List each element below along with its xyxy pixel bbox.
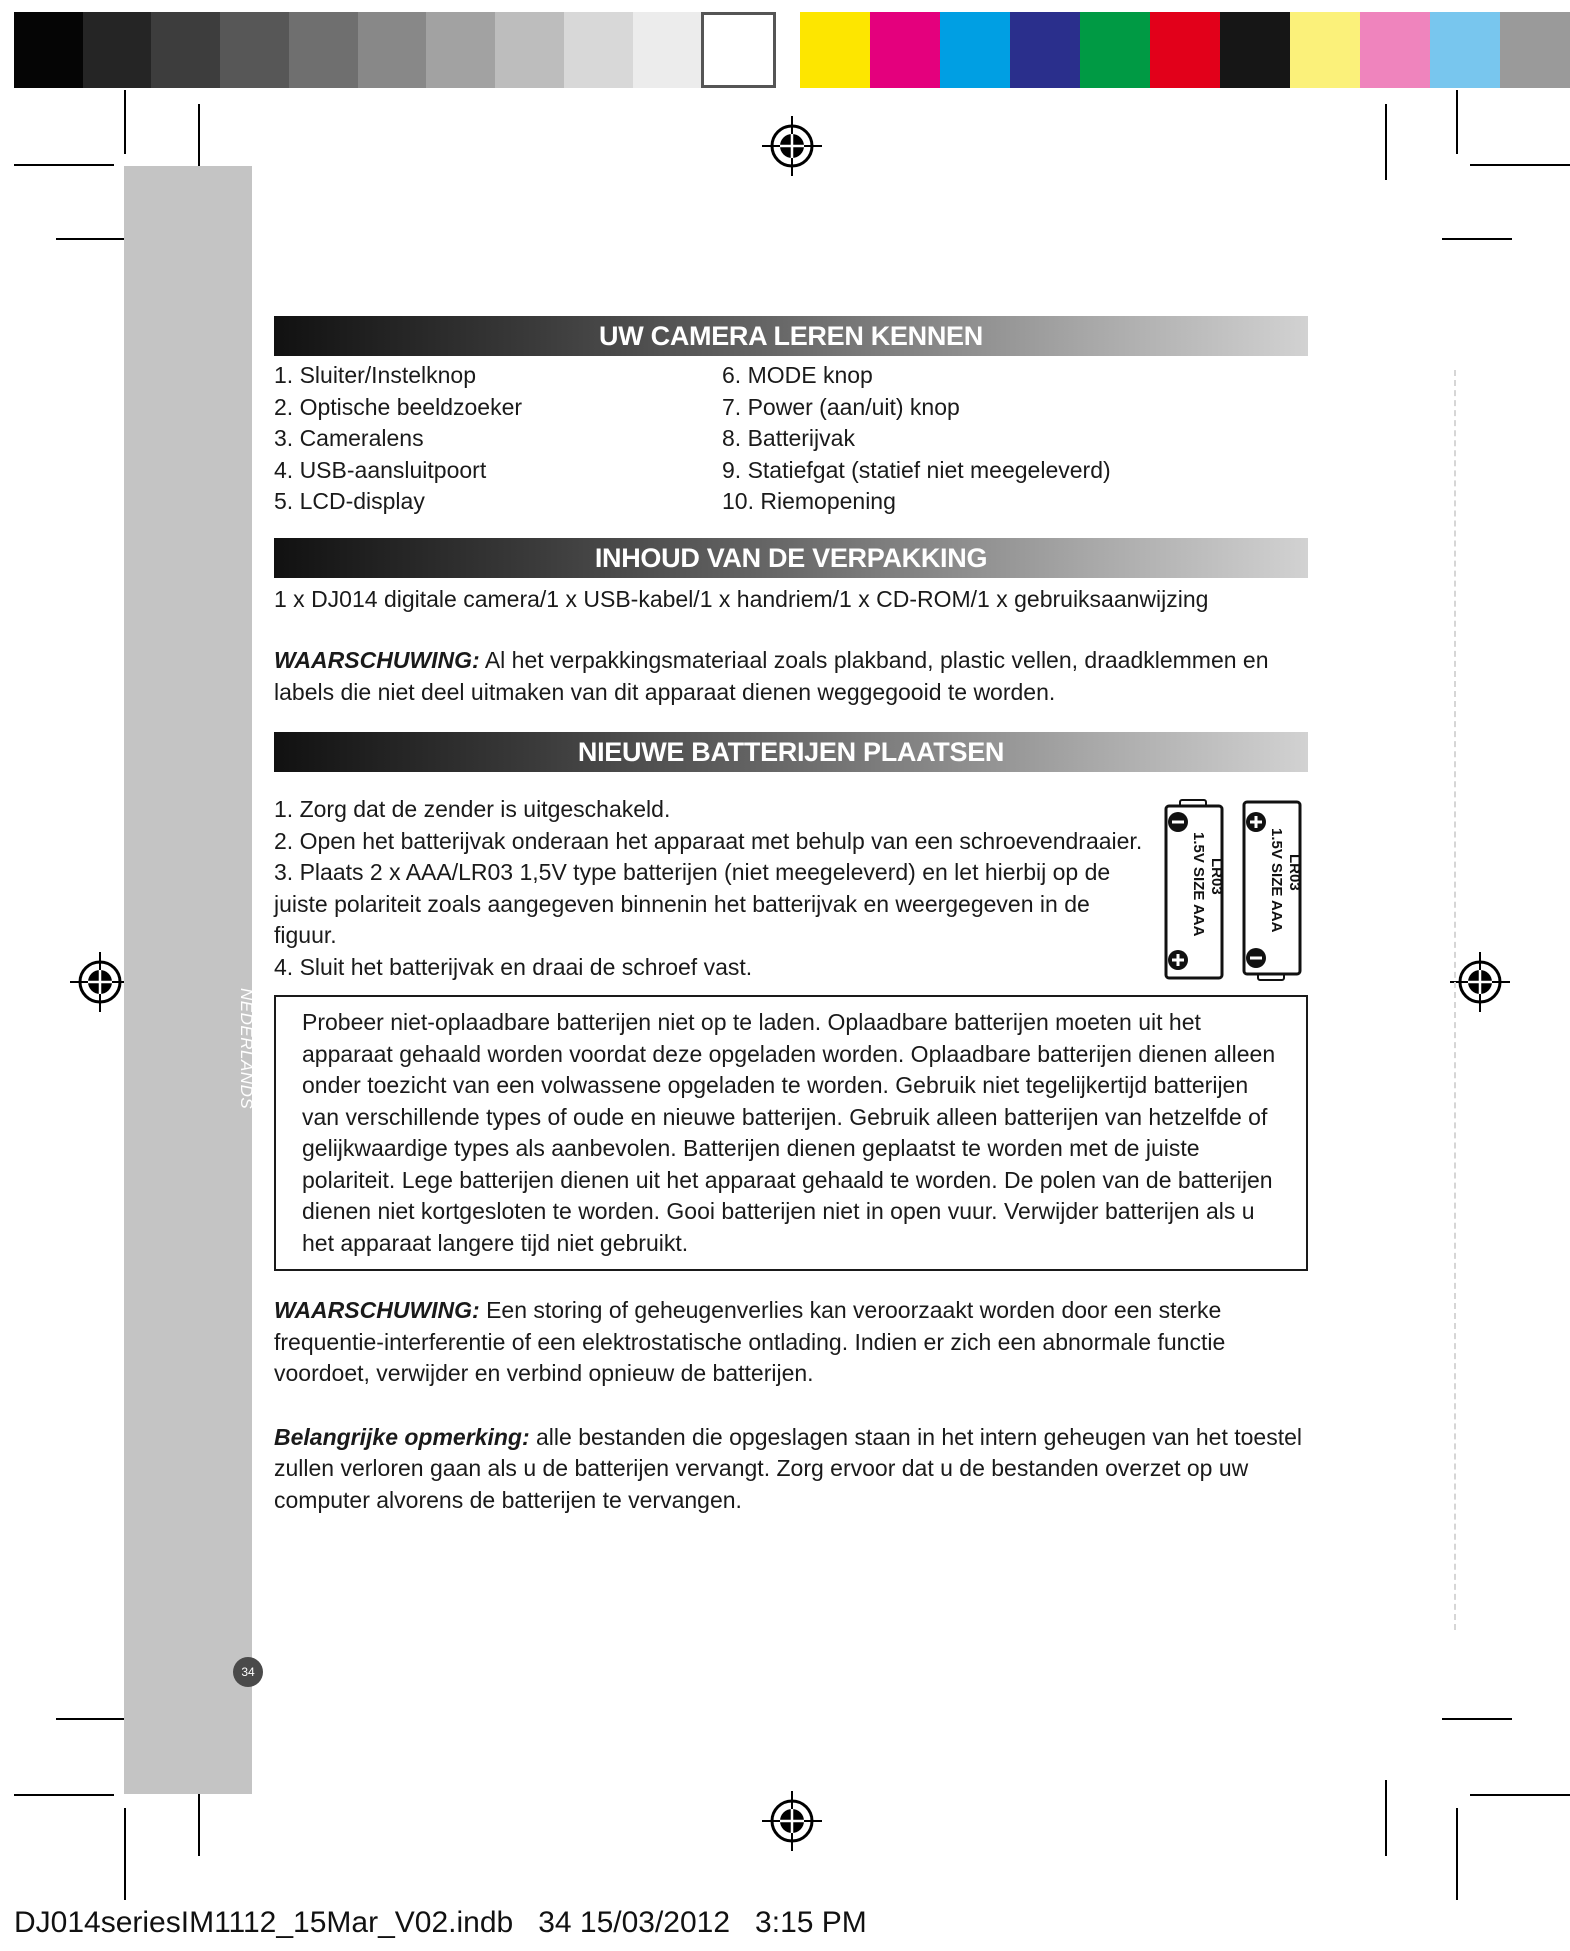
color-swatch xyxy=(151,12,220,88)
color-swatch xyxy=(1220,12,1290,88)
color-swatch xyxy=(1290,12,1360,88)
color-swatch xyxy=(83,12,152,88)
list-item: 7. Power (aan/uit) knop xyxy=(722,393,960,420)
section-header-camera: UW CAMERA LEREN KENNEN xyxy=(274,316,1308,356)
list-item: 8. Batterijvak xyxy=(722,425,855,451)
battery-right xyxy=(1244,802,1303,980)
language-label: NEDERLANDS xyxy=(237,988,256,1110)
grayscale-calibration-bar xyxy=(14,12,776,88)
parts-column-left xyxy=(274,360,722,518)
registration-mark-icon xyxy=(68,950,132,1014)
battery-label: 1.5V SIZE AAA xyxy=(1190,832,1207,937)
list-item: 1. Zorg dat de zender is uitgeschakeld. xyxy=(274,796,671,822)
crop-mark xyxy=(1456,90,1458,154)
crop-mark xyxy=(1470,164,1570,166)
list-item: 1. Sluiter/Instelknop xyxy=(274,362,477,388)
section-header-batteries: NIEUWE BATTERIJEN PLAATSEN xyxy=(274,732,1308,772)
list-item: 2. Open het batterijvak onderaan het apparaat met behulp van een schroevendraaier. xyxy=(274,827,1143,854)
page-number-badge: 34 xyxy=(233,1657,263,1687)
battery-install-section xyxy=(274,794,1308,983)
battery-label: LR03 xyxy=(1286,854,1303,891)
list-item: 5. LCD-display xyxy=(274,488,425,514)
registration-mark-icon xyxy=(760,114,824,178)
warning-text: Al het verpakkingsmateriaal zoals plakband, plastic vellen, draadklemmen en labels die niet deel uitmaken van dit apparaat dienen weggegooid te worden. xyxy=(274,647,1269,705)
crop-mark xyxy=(14,164,114,166)
package-contents-text: 1 x DJ014 digitale camera/1 x USB-kabel/1 x handriem/1 x CD-ROM/1 x gebruiksaanwijzing xyxy=(274,585,1209,612)
crop-mark xyxy=(56,238,126,240)
important-note xyxy=(274,1422,1308,1517)
guide-line xyxy=(1454,370,1456,1630)
list-item: 3. Cameralens xyxy=(274,425,424,451)
color-swatch xyxy=(1500,12,1570,88)
list-item: 2. Optische beeldzoeker xyxy=(274,393,523,420)
crop-mark xyxy=(56,1718,126,1720)
battery-polarity-figure xyxy=(1158,798,1308,982)
battery-label: LR03 xyxy=(1208,858,1225,895)
crop-mark xyxy=(1442,1718,1512,1720)
color-swatch xyxy=(870,12,940,88)
battery-steps xyxy=(274,794,1154,983)
registration-mark-icon xyxy=(1448,950,1512,1014)
crop-mark xyxy=(1385,1780,1387,1856)
print-slug: DJ014seriesIM1112_15Mar_V02.indb 34 15/03/2012 3:15 PM xyxy=(14,1906,867,1939)
crop-mark xyxy=(1470,1794,1570,1796)
registration-mark-icon xyxy=(760,1789,824,1853)
color-swatch xyxy=(633,12,702,88)
color-swatch xyxy=(358,12,427,88)
language-sidebar xyxy=(124,166,252,1794)
color-swatch xyxy=(220,12,289,88)
color-calibration-bar xyxy=(800,12,1570,88)
color-swatch xyxy=(1430,12,1500,88)
crop-mark xyxy=(1442,238,1512,240)
section-header-contents: INHOUD VAN DE VERPAKKING xyxy=(274,538,1308,578)
color-swatch xyxy=(14,12,83,88)
parts-column-right xyxy=(722,360,1111,518)
crop-mark xyxy=(14,1794,114,1796)
list-item: 3. Plaats 2 x AAA/LR03 1,5V type batterijen (niet meegeleverd) en let hierbij op de juiste polariteit zoals aangegeven binnenin het batterijvak en weergegeven in de figuur. xyxy=(274,859,1111,948)
warning-text: Een storing of geheugenverlies kan veroorzaakt worden door een sterke frequentie-interferentie of een elektrostatische ontlading. Indien er zich een abnormale functie voordoet, verwijder en verbind opnieuw de batterijen. xyxy=(274,1297,1226,1386)
color-swatch xyxy=(1360,12,1430,88)
color-swatch xyxy=(495,12,564,88)
battery-label: 1.5V SIZE AAA xyxy=(1268,828,1285,933)
crop-mark xyxy=(124,1808,126,1900)
warning-label: WAARSCHUWING: xyxy=(274,1297,480,1323)
color-swatch xyxy=(701,12,776,88)
packaging-warning xyxy=(274,645,1308,708)
color-swatch xyxy=(289,12,358,88)
main-content xyxy=(274,316,1308,1516)
list-item: 4. Sluit het batterijvak en draai de schroef vast. xyxy=(274,953,753,980)
interference-warning xyxy=(274,1295,1308,1390)
color-swatch xyxy=(1010,12,1080,88)
note-text: alle bestanden die opgeslagen staan in het intern geheugen van het toestel zullen verloren gaan als u de batterijen vervangt. Zorg ervoor dat u de bestanden overzet op uw computer alvorens de batterijen te vervangen. xyxy=(274,1423,1303,1513)
list-item: 4. USB-aansluitpoort xyxy=(274,456,487,483)
battery-safety-text: Probeer niet-oplaadbare batterijen niet op te laden. Oplaadbare batterijen moeten uit het apparaat gehaald worden voordat deze opgeladen worden. Oplaadbare batterijen dienen alleen onder toezicht van een volwassene opgeladen te worden. Gebruik niet tegelijkertijd batterijen van verschillende types of oude en nieuwe batterijen. Gebruik alleen batterijen van hetzelfde of gelijkwaardige types als aanbevolen. Batterijen dienen geplaatst te worden met de juiste polariteit. Lege batterijen dienen uit het apparaat gehaald te worden. De polen van de batterijen dienen niet kortgesloten te worden. Gooi batterijen niet in open vuur. Verwijder batterijen als u het apparaat langere tijd niet gebruikt. xyxy=(302,1009,1276,1256)
crop-mark xyxy=(124,90,126,154)
list-item: 6. MODE knop xyxy=(722,362,873,388)
list-item: 10. Riemopening xyxy=(722,488,896,514)
crop-mark xyxy=(1456,1808,1458,1900)
camera-parts-list xyxy=(274,360,1308,518)
note-label: Belangrijke opmerking: xyxy=(274,1423,530,1450)
battery-safety-box xyxy=(274,995,1308,1271)
battery-left xyxy=(1166,800,1225,978)
list-item: 9. Statiefgat (statief niet meegeleverd) xyxy=(722,456,1111,483)
color-swatch xyxy=(426,12,495,88)
color-swatch xyxy=(1080,12,1150,88)
warning-label: WAARSCHUWING: xyxy=(274,647,480,673)
color-swatch xyxy=(564,12,633,88)
crop-mark xyxy=(1385,104,1387,180)
color-swatch xyxy=(940,12,1010,88)
color-swatch xyxy=(1150,12,1220,88)
color-swatch xyxy=(800,12,870,88)
